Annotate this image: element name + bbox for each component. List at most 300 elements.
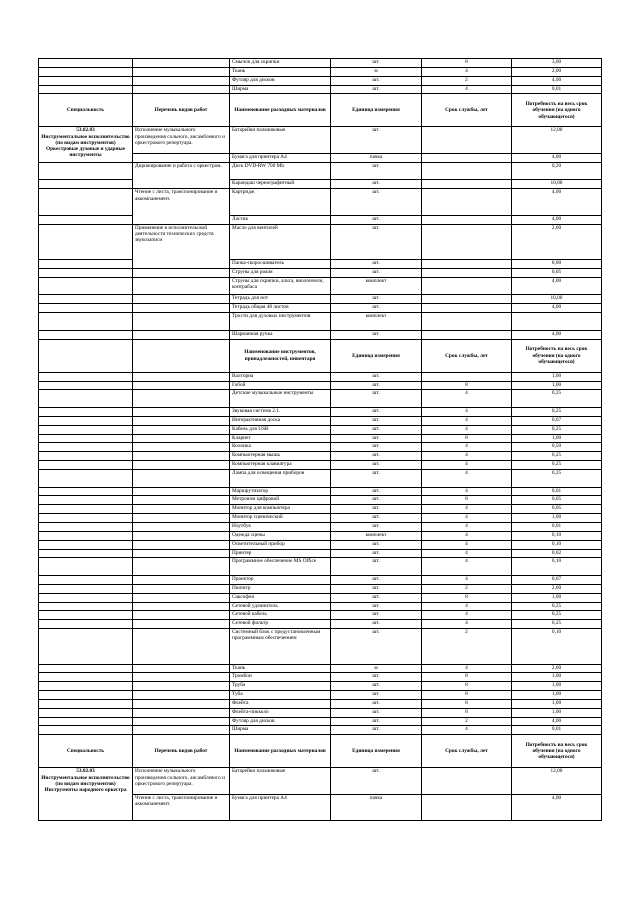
work-cell: Применение в исполнительской деятельности технических средств звукозаписи bbox=[133, 224, 230, 268]
table-row bbox=[39, 277, 602, 295]
empty-cell bbox=[39, 215, 133, 224]
item-need: 4,00 bbox=[512, 794, 602, 821]
empty-cell bbox=[133, 295, 230, 304]
table-row bbox=[39, 514, 602, 523]
empty-cell bbox=[39, 372, 133, 381]
item-life: 4 bbox=[422, 558, 512, 576]
item-need: 2,00 bbox=[512, 664, 602, 673]
item-need: 4,00 bbox=[512, 153, 602, 162]
item-need: 0,25 bbox=[512, 390, 602, 408]
item-unit: шт. bbox=[331, 708, 422, 717]
item-name: Масло для вентилей bbox=[230, 224, 331, 259]
item-name: Папка-скоросшиватель bbox=[230, 260, 331, 269]
item-name: Лампа для освещения приборов bbox=[230, 469, 331, 487]
table-row bbox=[39, 330, 602, 339]
item-unit: шт. bbox=[331, 224, 422, 259]
specialty-cell bbox=[39, 768, 133, 821]
item-life bbox=[422, 277, 512, 295]
item-name: Диск DVD-RW 700 Mb bbox=[230, 162, 331, 180]
empty-cell bbox=[133, 682, 230, 691]
item-unit: шт. bbox=[331, 558, 422, 576]
empty-cell bbox=[133, 691, 230, 700]
item-unit: шт. bbox=[331, 425, 422, 434]
item-need: 0,10 bbox=[512, 558, 602, 576]
header-name: Наименование инструментов, принадлежностей, инвентаря bbox=[230, 339, 331, 372]
item-life bbox=[422, 189, 512, 216]
item-need: 0,05 bbox=[512, 505, 602, 514]
empty-cell bbox=[39, 180, 133, 189]
item-need: 0,25 bbox=[512, 611, 602, 620]
item-life: 4 bbox=[422, 443, 512, 452]
item-unit: шт. bbox=[331, 85, 422, 94]
item-need: 0,25 bbox=[512, 620, 602, 629]
empty-cell bbox=[133, 726, 230, 735]
item-unit: шт. bbox=[331, 726, 422, 735]
empty-cell bbox=[133, 434, 230, 443]
item-need: 1,00 bbox=[512, 514, 602, 523]
item-unit: м bbox=[331, 664, 422, 673]
empty-cell bbox=[39, 390, 133, 408]
empty-cell bbox=[39, 664, 133, 673]
item-life bbox=[422, 768, 512, 795]
item-name: Гобой bbox=[230, 381, 331, 390]
empty-cell bbox=[39, 699, 133, 708]
item-life: 8 bbox=[422, 434, 512, 443]
empty-cell bbox=[133, 372, 230, 381]
item-name: Программное обеспечение MS Office bbox=[230, 558, 331, 576]
table-row bbox=[39, 127, 602, 154]
item-unit: шт. bbox=[331, 699, 422, 708]
empty-cell bbox=[39, 85, 133, 94]
table-row bbox=[39, 593, 602, 602]
work-cell: Чтение с листа, транспонирование и аккомпанемент. bbox=[133, 189, 230, 224]
empty-cell bbox=[133, 339, 230, 372]
table-row bbox=[39, 390, 602, 408]
table-row bbox=[39, 505, 602, 514]
table-row bbox=[39, 531, 602, 540]
item-unit: шт. bbox=[331, 180, 422, 189]
item-name: Бумага для принтера А4 bbox=[230, 153, 331, 162]
empty-cell bbox=[133, 487, 230, 496]
item-name: Батарейки пальчиковые bbox=[230, 768, 331, 795]
table-row bbox=[39, 381, 602, 390]
table-row bbox=[39, 469, 602, 487]
item-need: 4,00 bbox=[512, 717, 602, 726]
item-need: 0,25 bbox=[512, 452, 602, 461]
item-unit: шт. bbox=[331, 469, 422, 487]
table-row bbox=[39, 85, 602, 94]
equipment-table bbox=[38, 58, 602, 821]
item-life: 8 bbox=[422, 59, 512, 68]
empty-cell bbox=[133, 153, 230, 162]
item-need: 8,00 bbox=[512, 260, 602, 269]
item-life: 4 bbox=[422, 469, 512, 487]
item-unit: шт. bbox=[331, 593, 422, 602]
item-unit: шт. bbox=[331, 602, 422, 611]
item-unit: шт. bbox=[331, 189, 422, 216]
empty-cell bbox=[39, 682, 133, 691]
item-life bbox=[422, 224, 512, 259]
empty-cell bbox=[133, 313, 230, 331]
table-row bbox=[39, 452, 602, 461]
item-name: Бумага для принтера А4 bbox=[230, 794, 331, 821]
specialty-sub: Инструменты народного оркестра bbox=[44, 787, 127, 794]
item-name: Кабель для USB bbox=[230, 425, 331, 434]
empty-cell bbox=[39, 620, 133, 629]
specialty-code: 53.02.03 bbox=[76, 768, 95, 775]
item-unit: шт. bbox=[331, 629, 422, 664]
empty-cell bbox=[133, 611, 230, 620]
item-life: 4 bbox=[422, 416, 512, 425]
item-unit: шт. bbox=[331, 584, 422, 593]
item-life bbox=[422, 268, 512, 277]
item-name: Компьютерная клавиатура bbox=[230, 461, 331, 470]
item-need: 4,00 bbox=[512, 76, 602, 85]
item-life: 2 bbox=[422, 629, 512, 664]
item-need: 1,00 bbox=[512, 434, 602, 443]
item-unit: шт. bbox=[331, 523, 422, 532]
item-name: Монитор сценический bbox=[230, 514, 331, 523]
empty-cell bbox=[133, 584, 230, 593]
table-row bbox=[39, 629, 602, 664]
item-need: 1,00 bbox=[512, 673, 602, 682]
table-row bbox=[39, 620, 602, 629]
item-life: 4 bbox=[422, 425, 512, 434]
empty-cell bbox=[133, 381, 230, 390]
item-life bbox=[422, 330, 512, 339]
item-need: 0,05 bbox=[512, 268, 602, 277]
item-life: 4 bbox=[422, 611, 512, 620]
item-unit: шт. bbox=[331, 76, 422, 85]
item-name: Флейта bbox=[230, 699, 331, 708]
empty-cell bbox=[39, 576, 133, 585]
empty-cell bbox=[133, 523, 230, 532]
item-life: 2 bbox=[422, 717, 512, 726]
empty-cell bbox=[133, 576, 230, 585]
item-need: 0,01 bbox=[512, 85, 602, 94]
item-need: 0,01 bbox=[512, 726, 602, 735]
empty-cell bbox=[39, 260, 133, 269]
item-life: 4 bbox=[422, 540, 512, 549]
item-life: 4 bbox=[422, 85, 512, 94]
empty-cell bbox=[133, 469, 230, 487]
item-unit: шт. bbox=[331, 452, 422, 461]
empty-cell bbox=[133, 85, 230, 94]
table-row bbox=[39, 602, 602, 611]
work-cell: Дирижирование и работа с оркестром. bbox=[133, 162, 230, 189]
item-name: Футляр для дисков bbox=[230, 76, 331, 85]
item-need: 1,00 bbox=[512, 708, 602, 717]
item-need: 4,00 bbox=[512, 277, 602, 295]
work-cell: Исполнение музыкального произведения сольного, ансамблевого и оркестрового репертуара. bbox=[133, 768, 230, 795]
item-life bbox=[422, 153, 512, 162]
table-row bbox=[39, 434, 602, 443]
empty-cell bbox=[39, 523, 133, 532]
item-unit: шт. bbox=[331, 268, 422, 277]
table-row bbox=[39, 699, 602, 708]
empty-cell bbox=[133, 452, 230, 461]
item-need: 0,07 bbox=[512, 416, 602, 425]
item-unit: шт. bbox=[331, 611, 422, 620]
item-unit: шт. bbox=[331, 215, 422, 224]
item-name: Тетрадь для нот bbox=[230, 295, 331, 304]
item-life bbox=[422, 180, 512, 189]
empty-cell bbox=[39, 531, 133, 540]
empty-cell bbox=[39, 611, 133, 620]
item-need: 4,00 bbox=[512, 215, 602, 224]
specialty-code: 53.02.03 bbox=[76, 127, 95, 134]
item-unit: шт. bbox=[331, 682, 422, 691]
item-unit: шт. bbox=[331, 505, 422, 514]
item-name: Монитор для компьютера bbox=[230, 505, 331, 514]
empty-cell bbox=[39, 295, 133, 304]
empty-cell bbox=[133, 593, 230, 602]
item-name: Пюпитр bbox=[230, 584, 331, 593]
empty-cell bbox=[133, 390, 230, 408]
empty-cell bbox=[39, 593, 133, 602]
item-life bbox=[422, 260, 512, 269]
item-life bbox=[422, 372, 512, 381]
empty-cell bbox=[39, 339, 133, 372]
empty-cell bbox=[39, 514, 133, 523]
empty-cell bbox=[39, 408, 133, 417]
item-name: Сетевой кабель bbox=[230, 611, 331, 620]
item-life: 4 bbox=[422, 514, 512, 523]
table-row bbox=[39, 708, 602, 717]
table-row bbox=[39, 540, 602, 549]
item-need: 4,00 bbox=[512, 304, 602, 313]
table-row bbox=[39, 611, 602, 620]
item-name: Валторна bbox=[230, 372, 331, 381]
item-name: Флейта-пикколо bbox=[230, 708, 331, 717]
empty-cell bbox=[39, 425, 133, 434]
empty-cell bbox=[39, 505, 133, 514]
item-life: 4 bbox=[422, 67, 512, 76]
empty-cell bbox=[133, 461, 230, 470]
item-life: 4 bbox=[422, 523, 512, 532]
item-need: 1,00 bbox=[512, 381, 602, 390]
item-life: 4 bbox=[422, 505, 512, 514]
empty-cell bbox=[39, 496, 133, 505]
item-need: 10,00 bbox=[512, 180, 602, 189]
table-header-row bbox=[39, 94, 602, 127]
empty-cell bbox=[39, 558, 133, 576]
empty-cell bbox=[39, 313, 133, 331]
item-need: 0,07 bbox=[512, 576, 602, 585]
item-need: 1,00 bbox=[512, 593, 602, 602]
header-name: Наименование расходных материалов bbox=[230, 735, 331, 768]
item-unit: шт. bbox=[331, 260, 422, 269]
item-name: Компьютерная мышь bbox=[230, 452, 331, 461]
item-life: 8 bbox=[422, 593, 512, 602]
item-need: 2,00 bbox=[512, 584, 602, 593]
item-name: Батарейки пальчиковые bbox=[230, 127, 331, 154]
item-unit: шт. bbox=[331, 127, 422, 154]
table-row bbox=[39, 67, 602, 76]
empty-cell bbox=[133, 514, 230, 523]
item-name: Тромбон bbox=[230, 673, 331, 682]
table-header-row bbox=[39, 735, 602, 768]
empty-cell bbox=[133, 549, 230, 558]
empty-cell bbox=[133, 602, 230, 611]
empty-cell bbox=[39, 584, 133, 593]
item-name: Смычок для скрипки bbox=[230, 59, 331, 68]
specialty-title: Инструментальное исполнительство (по видам инструментов) bbox=[41, 133, 130, 146]
item-name: Ширма bbox=[230, 85, 331, 94]
table-row bbox=[39, 268, 602, 277]
item-life: 4 bbox=[422, 531, 512, 540]
empty-cell bbox=[39, 162, 133, 180]
item-life: 8 bbox=[422, 496, 512, 505]
item-unit: шт. bbox=[331, 416, 422, 425]
empty-cell bbox=[39, 67, 133, 76]
empty-cell bbox=[133, 76, 230, 85]
table-row bbox=[39, 768, 602, 795]
header-works: Перечень видов работ bbox=[133, 735, 230, 768]
item-name: Системный блок с предустановленным программным обеспечением bbox=[230, 629, 331, 664]
table-row bbox=[39, 673, 602, 682]
item-life: 4 bbox=[422, 487, 512, 496]
empty-cell bbox=[133, 59, 230, 68]
item-unit: шт. bbox=[331, 620, 422, 629]
item-unit: шт. bbox=[331, 304, 422, 313]
table-row bbox=[39, 76, 602, 85]
item-unit: шт. bbox=[331, 540, 422, 549]
item-need: 12,00 bbox=[512, 768, 602, 795]
table-row bbox=[39, 189, 602, 216]
table-row bbox=[39, 717, 602, 726]
header-specialty: Специальность bbox=[39, 94, 133, 127]
table-row bbox=[39, 523, 602, 532]
item-unit: шт. bbox=[331, 295, 422, 304]
item-name: Колонка bbox=[230, 443, 331, 452]
item-unit: шт. bbox=[331, 461, 422, 470]
empty-cell bbox=[133, 540, 230, 549]
item-life: 4 bbox=[422, 664, 512, 673]
empty-cell bbox=[39, 602, 133, 611]
item-name: Ткань bbox=[230, 664, 331, 673]
empty-cell bbox=[133, 699, 230, 708]
table-header-row bbox=[39, 339, 602, 372]
item-unit: шт. bbox=[331, 576, 422, 585]
equipment-table-body bbox=[39, 59, 602, 821]
item-life: 4 bbox=[422, 549, 512, 558]
item-life: 8 bbox=[422, 673, 512, 682]
item-need: 10,00 bbox=[512, 295, 602, 304]
item-need: 3,00 bbox=[512, 59, 602, 68]
item-name: Детские музыкальные инструменты bbox=[230, 390, 331, 408]
item-name: Кларнет bbox=[230, 434, 331, 443]
specialty-title: Инструментальное исполнительство (по видам инструментов) bbox=[41, 774, 130, 787]
item-unit: шт. bbox=[331, 443, 422, 452]
table-row bbox=[39, 372, 602, 381]
item-life: 8 bbox=[422, 699, 512, 708]
item-unit: шт. bbox=[331, 768, 422, 795]
empty-cell bbox=[133, 708, 230, 717]
item-need: 2,00 bbox=[512, 67, 602, 76]
table-row bbox=[39, 461, 602, 470]
item-unit: комплект bbox=[331, 313, 422, 331]
item-name: Шарманная ручка bbox=[230, 330, 331, 339]
item-life: 4 bbox=[422, 452, 512, 461]
table-row bbox=[39, 496, 602, 505]
item-name: Саксофон bbox=[230, 593, 331, 602]
item-unit: шт. bbox=[331, 390, 422, 408]
table-row bbox=[39, 215, 602, 224]
item-need: 0,05 bbox=[512, 496, 602, 505]
item-need: 1,00 bbox=[512, 699, 602, 708]
item-name: Осветительный прибор bbox=[230, 540, 331, 549]
header-need: Потребность на весь срок обучения (на одного обучающегося) bbox=[512, 94, 602, 127]
item-unit: пачка bbox=[331, 794, 422, 821]
item-name: Сетевой удлинитель bbox=[230, 602, 331, 611]
item-name: Тетрадь общая 48 листов bbox=[230, 304, 331, 313]
item-need: 0,10 bbox=[512, 629, 602, 664]
item-unit: шт. bbox=[331, 59, 422, 68]
empty-cell bbox=[39, 487, 133, 496]
item-life: 4 bbox=[422, 390, 512, 408]
header-life: Срок службы, лет bbox=[422, 735, 512, 768]
empty-cell bbox=[39, 434, 133, 443]
item-unit: комплект bbox=[331, 531, 422, 540]
empty-cell bbox=[39, 330, 133, 339]
item-need: 0,25 bbox=[512, 425, 602, 434]
item-name: Струны для скрипки, альта, виолончели, контрабаса bbox=[230, 277, 331, 295]
header-need: Потребность на весь срок обучения (на одного обучающегося) bbox=[512, 735, 602, 768]
item-life bbox=[422, 162, 512, 180]
item-need: 0,20 bbox=[512, 162, 602, 180]
empty-cell bbox=[133, 408, 230, 417]
empty-cell bbox=[133, 416, 230, 425]
table-row bbox=[39, 584, 602, 593]
item-name: Труба bbox=[230, 682, 331, 691]
item-unit: шт. bbox=[331, 549, 422, 558]
work-cell: Чтение с листа, транспонирование и аккомпанемент. bbox=[133, 794, 230, 821]
item-unit: шт. bbox=[331, 372, 422, 381]
item-need: 12,00 bbox=[512, 127, 602, 154]
item-need: 1,00 bbox=[512, 682, 602, 691]
specialty-sub: Оркестровые духовые и ударные инструменты bbox=[45, 146, 126, 159]
table-row bbox=[39, 180, 602, 189]
table-row bbox=[39, 224, 602, 259]
item-life: 2 bbox=[422, 76, 512, 85]
item-name: Маршрутизатор bbox=[230, 487, 331, 496]
header-need: Потребность на весь срок обучения (на одного обучающегося) bbox=[512, 339, 602, 372]
header-specialty: Специальность bbox=[39, 735, 133, 768]
specialty-cell bbox=[39, 127, 133, 162]
table-row bbox=[39, 549, 602, 558]
item-life: 8 bbox=[422, 708, 512, 717]
item-unit: шт. bbox=[331, 514, 422, 523]
empty-cell bbox=[133, 330, 230, 339]
item-life: 4 bbox=[422, 461, 512, 470]
item-name: Сетевой фильтр bbox=[230, 620, 331, 629]
item-name: Ластик bbox=[230, 215, 331, 224]
item-name: Звуковая система 2.1. bbox=[230, 408, 331, 417]
item-need: 0,25 bbox=[512, 408, 602, 417]
table-row bbox=[39, 558, 602, 576]
item-unit: м bbox=[331, 67, 422, 76]
table-row bbox=[39, 425, 602, 434]
item-name: Проектор bbox=[230, 576, 331, 585]
item-need: 2,00 bbox=[512, 224, 602, 259]
item-unit: шт. bbox=[331, 162, 422, 180]
item-unit: шт. bbox=[331, 330, 422, 339]
table-row bbox=[39, 295, 602, 304]
empty-cell bbox=[39, 691, 133, 700]
item-unit: шт. bbox=[331, 673, 422, 682]
table-row bbox=[39, 416, 602, 425]
